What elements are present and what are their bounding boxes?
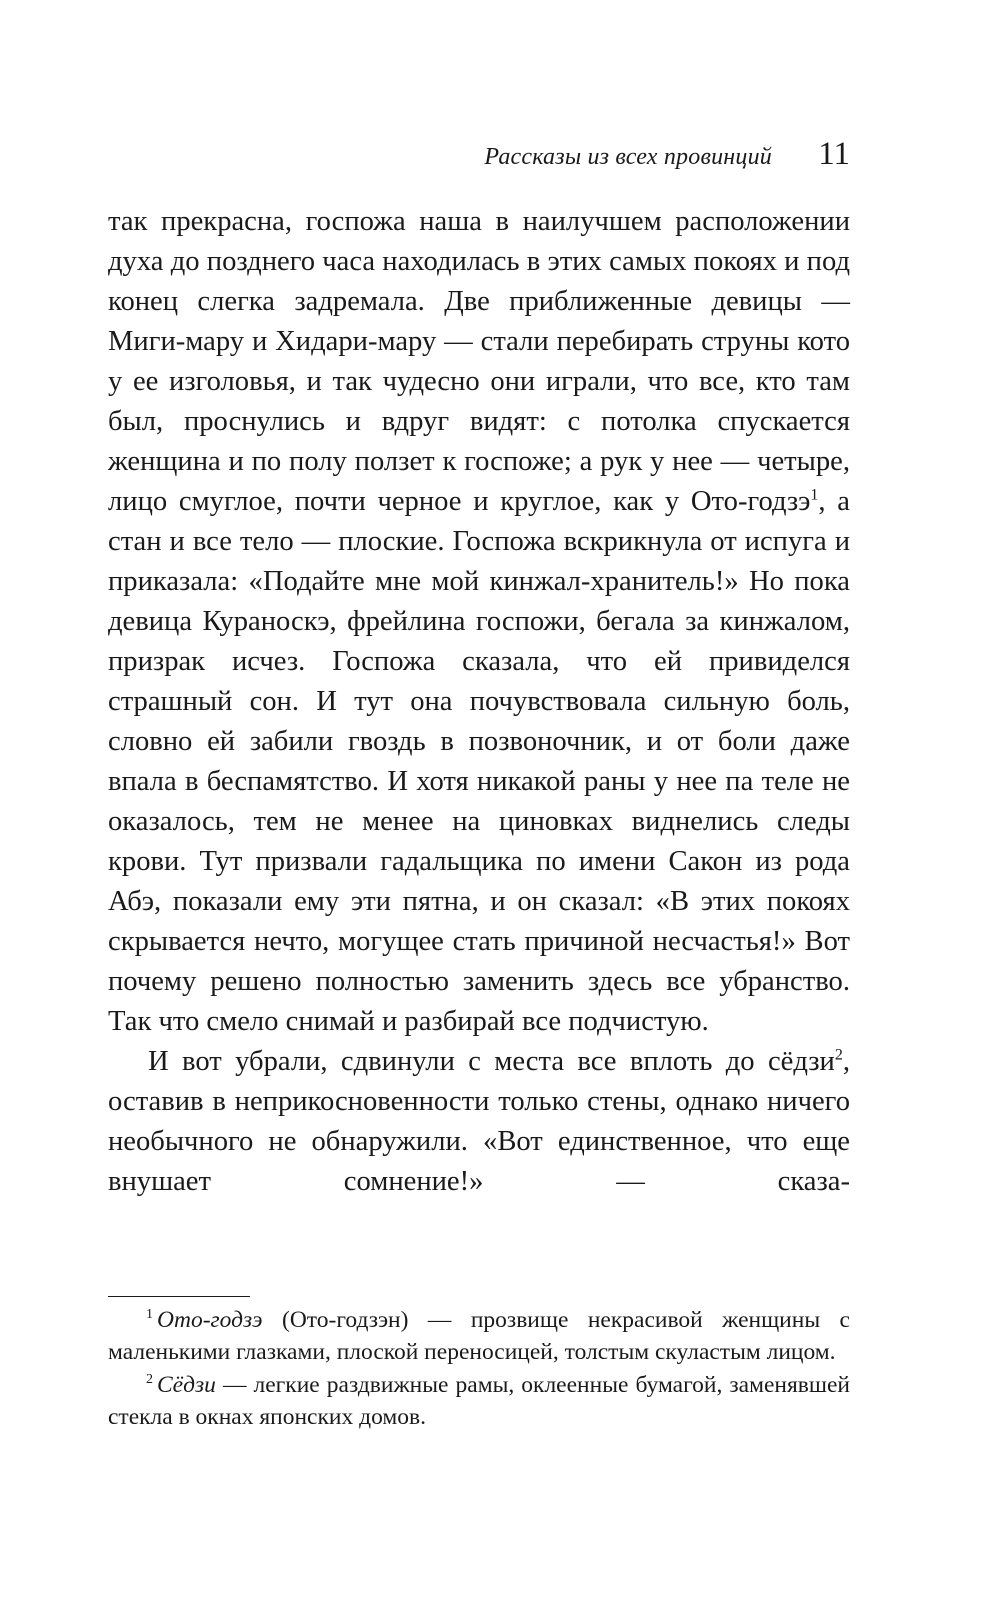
paragraph-1-part-2: , а стан и все тело — плоские. Госпожа вскрикнула от испуга и приказала: «Подайте мне мой кинжал-хранитель!» Но пока девица Кураноскэ, фрейлина госпожи, бегала за кинжалом, призрак исчез. Госпожа сказала, что ей привиделся страшный сон. И тут она почувствовала сильную боль, словно ей забили гвоздь в позвоночник, и от боли даже впала в беспамятство. И хотя никакой раны у нее па теле не оказалось, тем не менее на циновках виднелись следы крови. Тут призвали гадальщика по имени Сакон из рода Абэ, показали ему эти пятна, и он сказал: «В этих покоях скрывается нечто, могущее стать причиной несчастья!» Вот почему решено полностью заменить здесь все убранство. Так что смело снимай и разбирай все подчистую. <box>108 486 850 1037</box>
footnote-divider <box>108 1296 250 1297</box>
paragraph-2-part-1: И вот убрали, сдвинули с места все вплоть до сёдзи <box>148 1046 835 1077</box>
running-head <box>108 136 850 176</box>
page-number: 11 <box>818 136 850 172</box>
footnote-1-term: Ото-годзэ <box>157 1307 263 1333</box>
footnote-1 <box>108 1304 850 1368</box>
footnote-1-mark: 1 <box>146 1307 153 1323</box>
footnotes <box>108 1304 850 1433</box>
running-title: Рассказы из всех провинций <box>484 144 772 170</box>
paragraph-2 <box>108 1042 850 1202</box>
footnote-ref-2: 2 <box>834 1046 843 1064</box>
main-text <box>108 202 850 1202</box>
paragraph-2-part-2: , оставив в неприкосновенности только стены, однако ничего необычного не обнаружили. «Вот единственное, что еще внушает сомнение!» — сказа- <box>108 1046 850 1197</box>
footnote-2 <box>108 1369 850 1433</box>
paragraph-1 <box>108 202 850 1042</box>
footnote-2-text: — легкие раздвижные рамы, оклеенные бумагой, заменявшей стекла в окнах японских домов. <box>108 1372 850 1430</box>
footnote-2-term: Сёдзи <box>157 1372 216 1398</box>
footnote-ref-1: 1 <box>810 486 819 504</box>
footnote-1-text: (Ото-годзэн) — прозвище некрасивой женщины с маленькими глазками, плоской переносицей, толстым скуластым лицом. <box>108 1307 850 1365</box>
footnote-2-mark: 2 <box>146 1372 153 1388</box>
paragraph-1-part-1: так прекрасна, госпожа наша в наилучшем расположении духа до позднего часа находилась в этих самых покоях и под конец слегка задремала. Две приближенные девицы — Миги-мару и Хидари-мару — стали перебирать струны кото у ее изголовья, и так чудесно они играли, что все, кто там был, проснулись и вдруг видят: с потолка спускается женщина и по полу ползет к госпоже; а рук у нее — четыре, лицо смуглое, почти черное и круглое, как у Ото-годзэ <box>108 206 850 517</box>
